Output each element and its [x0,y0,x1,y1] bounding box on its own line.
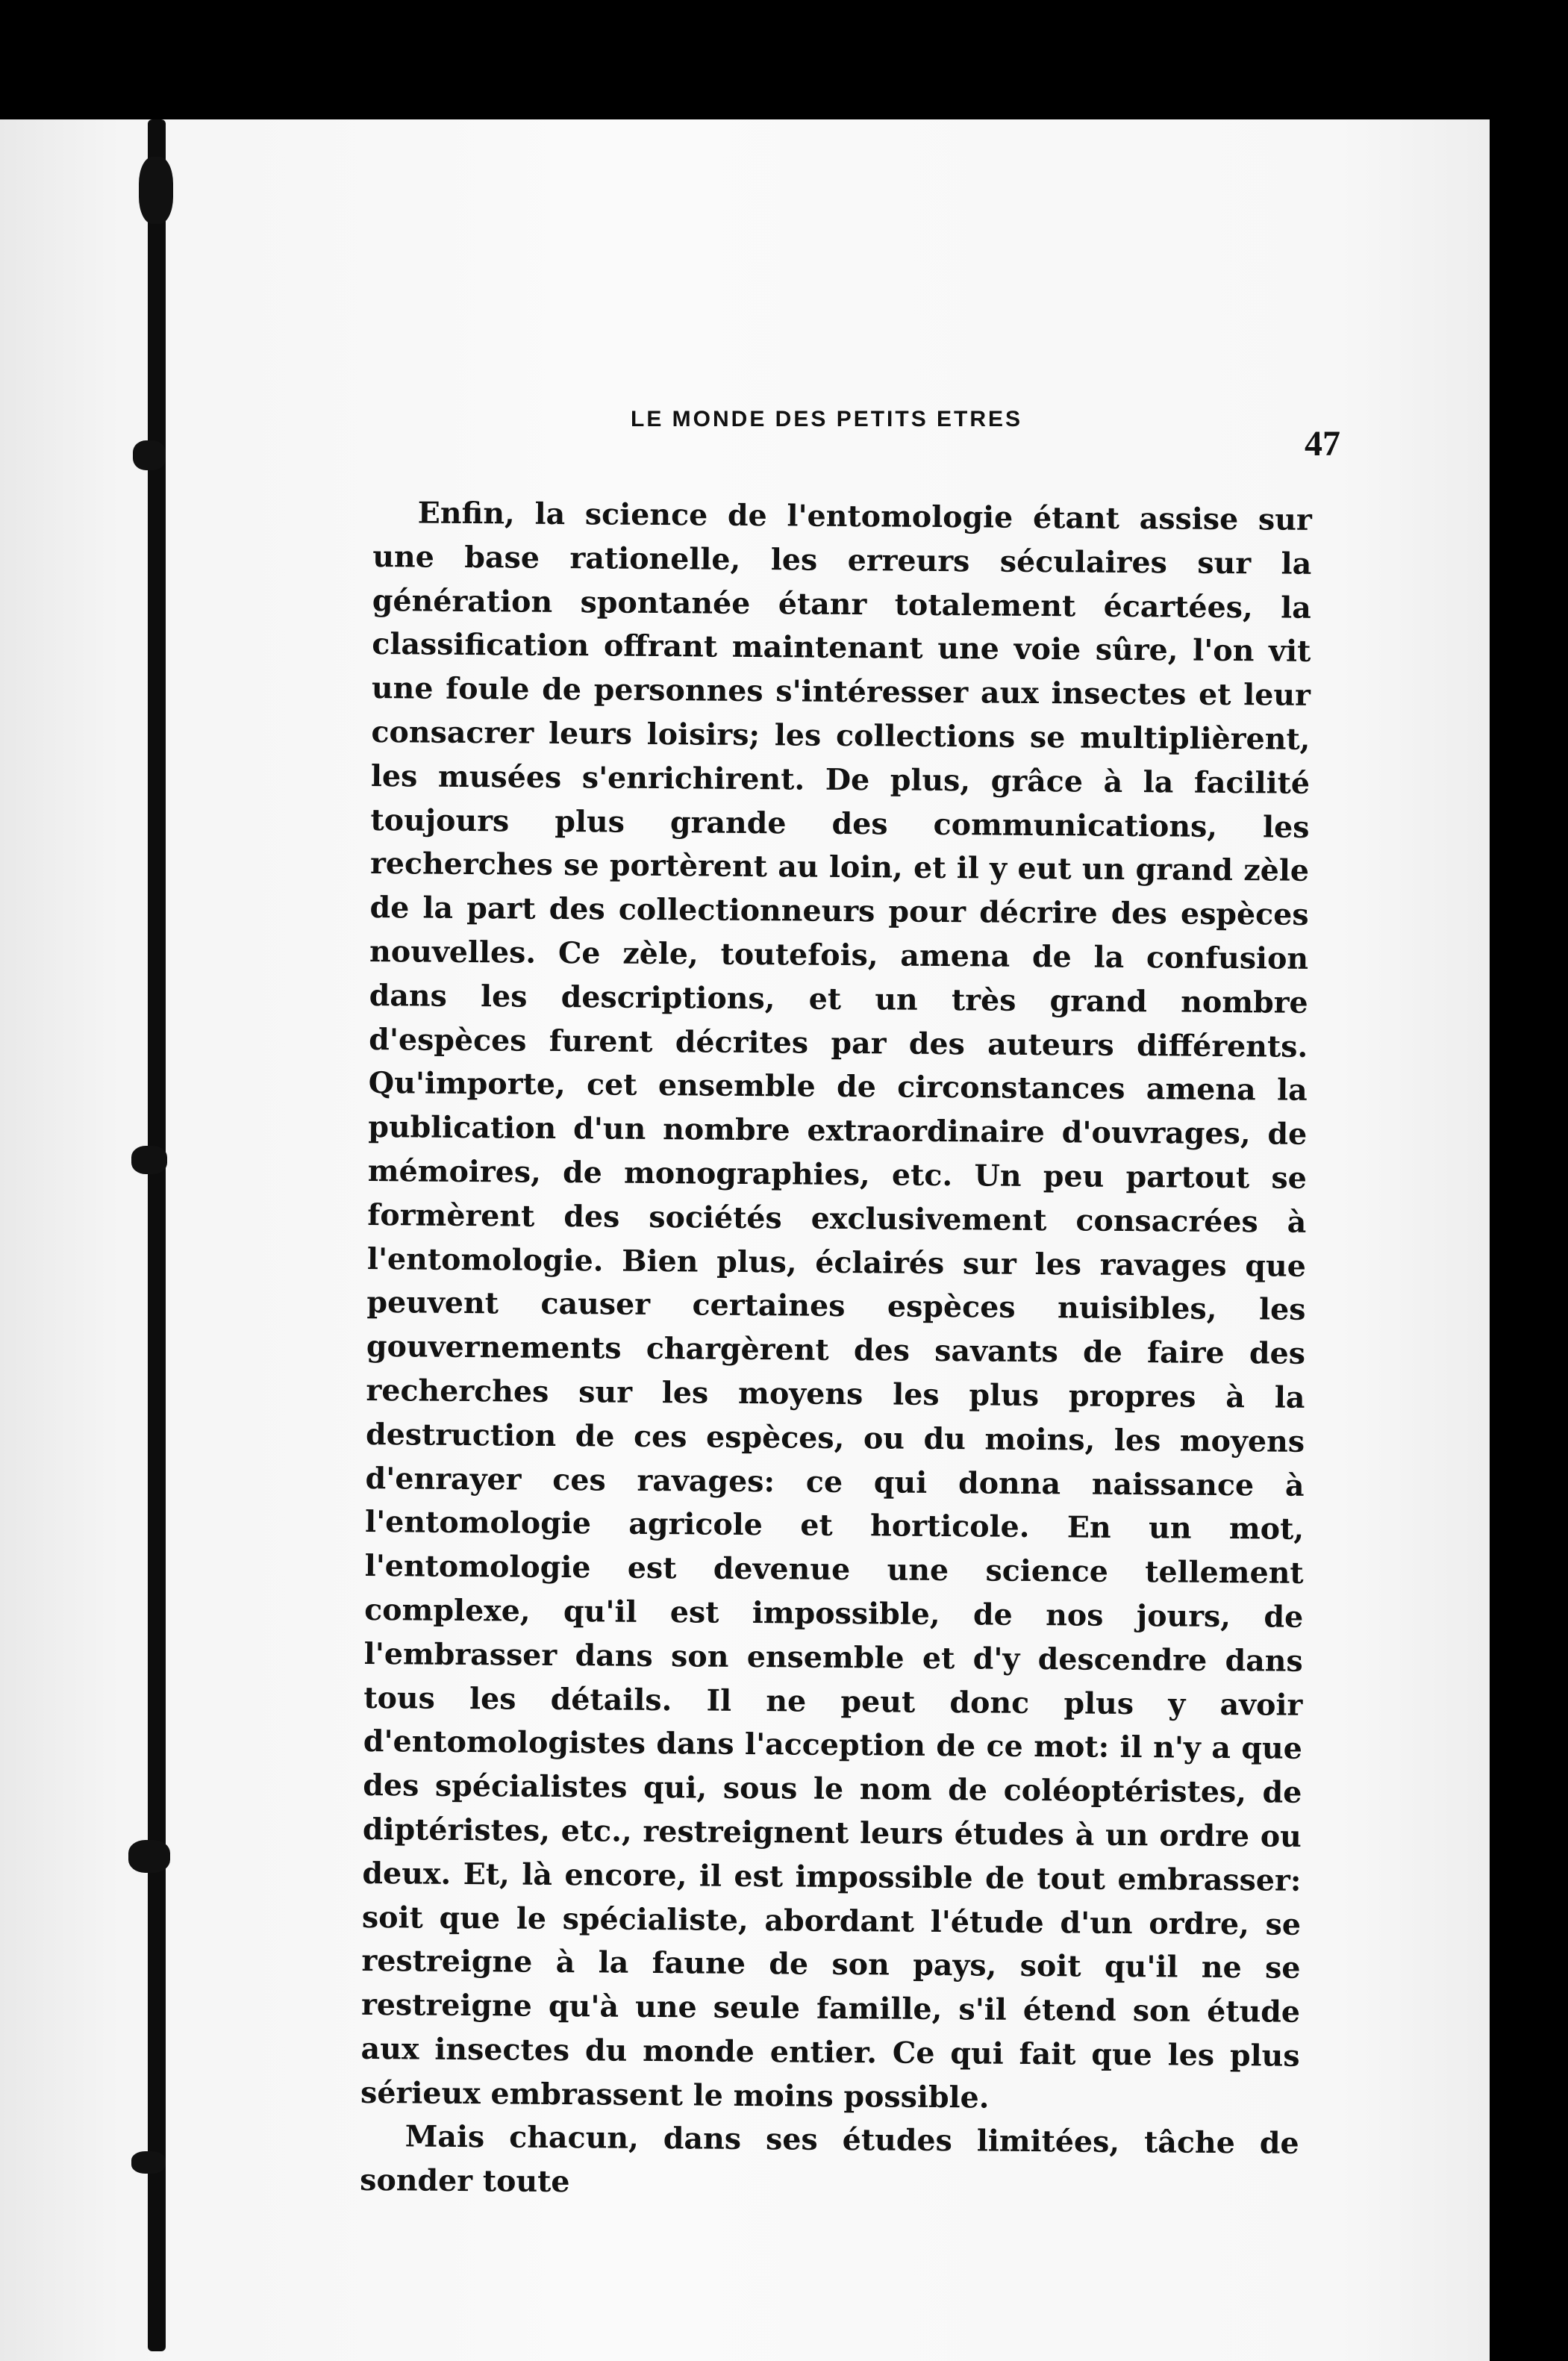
page-number: 47 [1305,424,1340,464]
binding-thread-mark [128,1840,170,1873]
binding-thread-mark [139,157,173,224]
running-title: LE MONDE DES PETITS ETRES [631,407,1023,431]
binding-thread-mark [131,2151,166,2174]
binding-thread-mark [133,440,166,470]
body-text [360,491,1312,2210]
paragraph: Enfin, la science de l'entomologie étant assise sur une base rationelle, les erreurs séculaires sur la génération spontanée étanr totalement écartées, la classification offrant maintenant une voie sûre, l'on vit une foule de personnes s'intéresser aux insectes et leur consacrer leurs loisirs; les collections se multiplièrent, les musées s'enrichirent. De plus, grâce à la facilité toujours plus grande des communications, les recherches se portèrent au loin, et il y eut un grand zèle de la part des collectionneurs pour décrire des espèces nouvelles. Ce zèle, toutefois, amena de la confusion dans les descriptions, et un très grand nombre d'espèces furent décrites par des auteurs différents. Qu'importe, cet ensemble de circonstances amena la publication d'un nombre extraordinaire d'ouvrages, de mémoires, de monographies, etc. Un peu partout se formèrent des sociétés exclusivement consacrées à l'entomologie. Bien plus, éclairés sur les ravages que peuvent causer certaines espèces nuisibles, les gouvernements chargèrent des savants de faire des recherches sur les moyens les plus propres à la destruction de ces espèces, ou du moins, les moyens d'enrayer ces ravages: ce qui donna naissance à l'entomologie agricole et horticole. En un mot, l'entomologie est devenue une science tellement complexe, qu'il est impossible, de nos jours, de l'embrasser dans son ensemble et d'y descendre dans tous les détails. Il ne peut donc plus y avoir d'entomologistes dans l'acception de ce mot: il n'y a que des spécialistes qui, sous le nom de coléoptéristes, de diptéristes, etc., restreignent leurs études à un ordre ou deux. Et, là encore, il est impossible de tout embrasser: soit que le spécialiste, abordant l'étude d'un ordre, se restreigne à la faune de son pays, soit qu'il ne se restreigne qu'à une seule famille, s'il étend son étude aux insectes du monde entier. Ce qui fait que les plus sérieux embrassent le moins possible. [360,496,1312,2115]
binding-thread-mark [131,1146,167,1174]
paragraph: Mais chacun, dans ses études limitées, tâche de sonder toute [360,2119,1299,2200]
scan-right-border [1490,0,1568,2361]
